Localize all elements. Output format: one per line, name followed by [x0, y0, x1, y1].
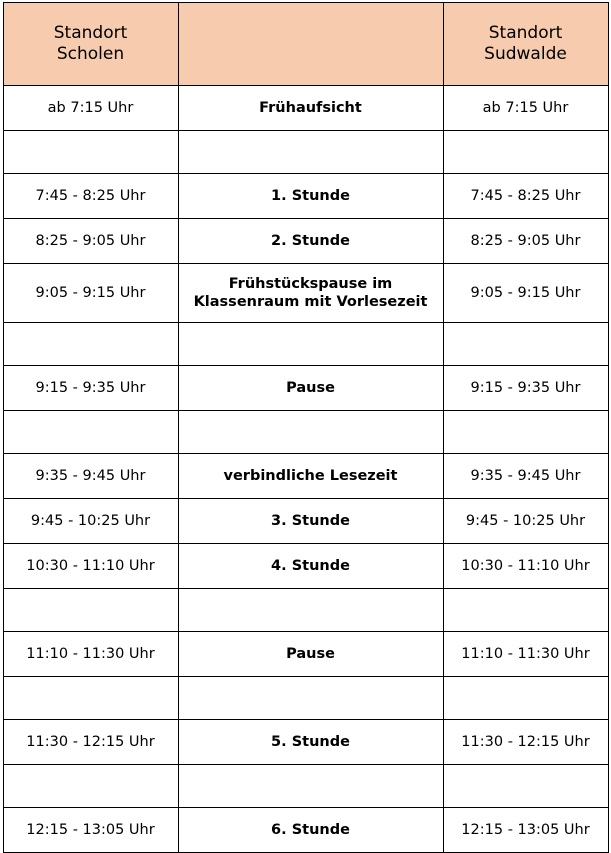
cell-time-scholen: 11:10 - 11:30 Uhr	[3, 632, 178, 677]
cell-time-scholen: 12:15 - 13:05 Uhr	[3, 808, 178, 853]
cell-activity	[178, 131, 443, 174]
table-row	[3, 720, 608, 765]
cell-time-scholen	[3, 411, 178, 454]
header-cell-sudwalde	[443, 3, 608, 86]
cell-time-scholen	[3, 765, 178, 808]
cell-time-sudwalde: 9:45 - 10:25 Uhr	[443, 499, 608, 544]
cell-time-scholen: 9:35 - 9:45 Uhr	[3, 454, 178, 499]
cell-time-sudwalde: 9:35 - 9:45 Uhr	[443, 454, 608, 499]
cell-activity: verbindliche Lesezeit	[178, 454, 443, 499]
cell-activity: 2. Stunde	[178, 219, 443, 264]
cell-time-sudwalde: 7:45 - 8:25 Uhr	[443, 174, 608, 219]
cell-activity: 3. Stunde	[178, 499, 443, 544]
table-row	[3, 808, 608, 853]
cell-time-sudwalde: ab 7:15 Uhr	[443, 86, 608, 131]
cell-time-sudwalde: 11:10 - 11:30 Uhr	[443, 632, 608, 677]
cell-time-sudwalde: 10:30 - 11:10 Uhr	[443, 544, 608, 589]
spacer-row	[3, 677, 608, 720]
spacer-row	[3, 131, 608, 174]
cell-activity: 6. Stunde	[178, 808, 443, 853]
header-sudwalde-line2: Sudwalde	[484, 44, 567, 64]
cell-time-scholen: 9:45 - 10:25 Uhr	[3, 499, 178, 544]
table-row	[3, 86, 608, 131]
cell-activity: Frühaufsicht	[178, 86, 443, 131]
cell-activity	[178, 323, 443, 366]
cell-time-sudwalde	[443, 677, 608, 720]
table-row	[3, 264, 608, 323]
cell-activity: 4. Stunde	[178, 544, 443, 589]
cell-time-scholen	[3, 589, 178, 632]
cell-time-sudwalde: 9:05 - 9:15 Uhr	[443, 264, 608, 323]
table-row	[3, 454, 608, 499]
header-sudwalde-line1: Standort	[488, 22, 563, 43]
cell-time-sudwalde	[443, 589, 608, 632]
schedule-table-body	[3, 3, 608, 853]
cell-time-scholen: 8:25 - 9:05 Uhr	[3, 219, 178, 264]
cell-time-sudwalde	[443, 131, 608, 174]
cell-time-sudwalde	[443, 323, 608, 366]
cell-activity: Pause	[178, 632, 443, 677]
table-row	[3, 544, 608, 589]
cell-time-scholen: 9:15 - 9:35 Uhr	[3, 366, 178, 411]
header-cell-scholen	[3, 3, 178, 86]
cell-activity	[178, 589, 443, 632]
cell-time-scholen: 7:45 - 8:25 Uhr	[3, 174, 178, 219]
cell-activity: 5. Stunde	[178, 720, 443, 765]
cell-activity	[178, 411, 443, 454]
cell-activity: 1. Stunde	[178, 174, 443, 219]
spacer-row	[3, 589, 608, 632]
header-scholen-line2: Scholen	[56, 44, 125, 64]
cell-time-sudwalde: 8:25 - 9:05 Uhr	[443, 219, 608, 264]
cell-time-sudwalde	[443, 411, 608, 454]
cell-time-scholen: ab 7:15 Uhr	[3, 86, 178, 131]
cell-activity	[178, 677, 443, 720]
cell-time-scholen: 10:30 - 11:10 Uhr	[3, 544, 178, 589]
cell-time-scholen	[3, 323, 178, 366]
spacer-row	[3, 411, 608, 454]
cell-time-sudwalde: 12:15 - 13:05 Uhr	[443, 808, 608, 853]
header-cell-activity	[178, 3, 443, 86]
cell-time-scholen: 11:30 - 12:15 Uhr	[3, 720, 178, 765]
table-row	[3, 499, 608, 544]
cell-activity: Pause	[178, 366, 443, 411]
cell-time-sudwalde	[443, 765, 608, 808]
table-row	[3, 632, 608, 677]
table-header-row	[3, 3, 608, 86]
cell-activity: Frühstückspause im Klassenraum mit Vorlesezeit	[178, 264, 443, 323]
cell-time-scholen: 9:05 - 9:15 Uhr	[3, 264, 178, 323]
header-scholen-line1: Standort	[53, 22, 128, 43]
cell-time-scholen	[3, 131, 178, 174]
schedule-table	[3, 2, 609, 853]
cell-time-scholen	[3, 677, 178, 720]
table-row	[3, 366, 608, 411]
spacer-row	[3, 323, 608, 366]
cell-activity	[178, 765, 443, 808]
table-row	[3, 174, 608, 219]
table-row	[3, 219, 608, 264]
cell-time-sudwalde: 11:30 - 12:15 Uhr	[443, 720, 608, 765]
spacer-row	[3, 765, 608, 808]
cell-time-sudwalde: 9:15 - 9:35 Uhr	[443, 366, 608, 411]
